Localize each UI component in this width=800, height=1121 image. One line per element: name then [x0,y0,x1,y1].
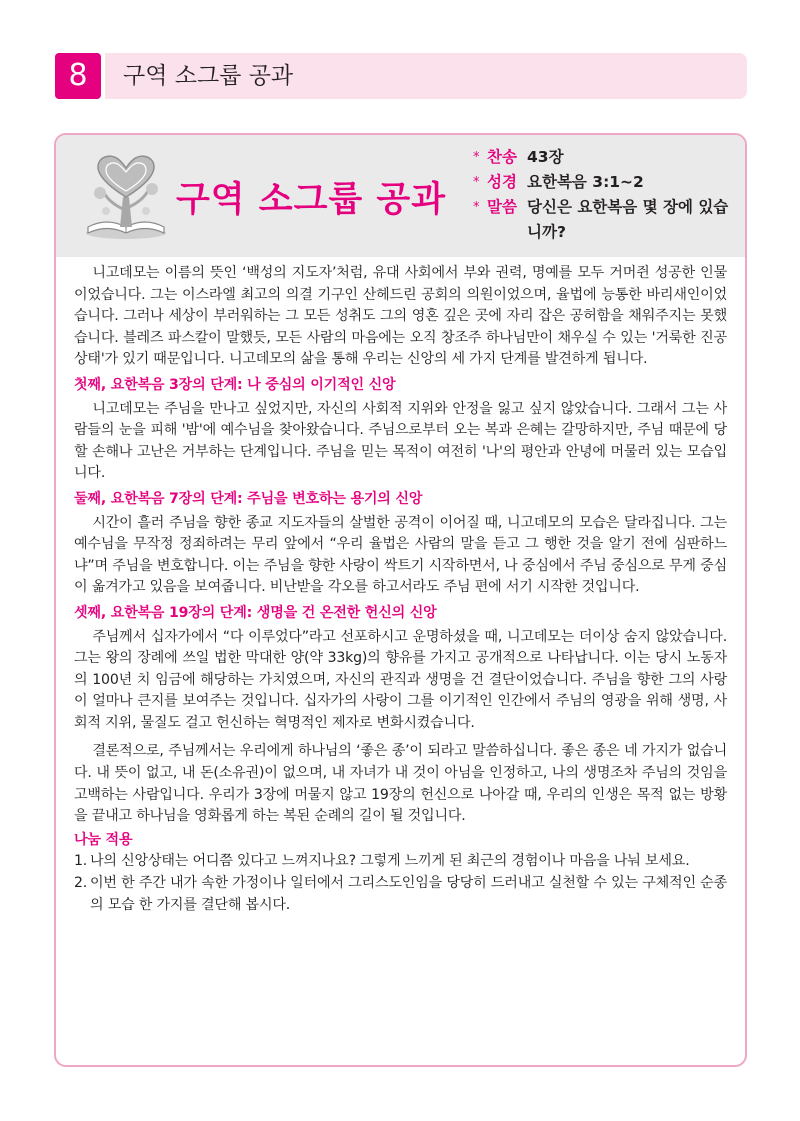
lesson-number-badge: 8 [55,53,101,99]
apply-heading: 나눔 적용 [74,831,133,848]
card-title: 구역 소그룹 공과 [176,180,447,220]
meta-label: 성경 [487,173,517,191]
apply-item-text: 이번 한 주간 내가 속한 가정이나 일터에서 그리스도인임을 당당히 드러내고 실천할 수 있는 구체적인 순종의 모습 한 가지를 결단해 봅시다. [90,875,727,913]
lesson-card [54,133,747,1067]
section-heading-3: 셋째, 요한복음 19장의 단계: 생명을 건 온전한 헌신의 신앙 [74,604,437,621]
section-paragraph-2: 시간이 흘러 주님을 향한 종교 지도자들의 살벌한 공격이 이어질 때, 니고데모의 모습은 달라집니다. 그는 예수님을 무작정 정죄하려는 무리 앞에서 “우리 율법은 사람의 말을 듣고 그 행한 것을 알기 전에 심판하느냐”며 주님을 변호합니다. 이는 주님을 향한 사랑이 싹트기 시작하면서, 나 중심에서 주님 중심으로 무게 중심이 옮겨가고 있음을 보여줍니다. 비난받을 각오를 하고서라도 주님 편에 서기 시작한 것입니다. [74,514,727,596]
heart-tree-book-icon [80,153,172,241]
sharing-application [74,830,727,916]
page-header [55,53,747,99]
card-header [56,135,745,257]
meta-label: 말씀 [487,198,517,216]
apply-list [74,851,727,916]
apply-item [74,851,727,873]
section-paragraph-3: 주님께서 십자가에서 “다 이루었다”라고 선포하시고 운명하셨을 때, 니고데모는 더이상 숨지 않았습니다. 그는 왕의 장례에 쓰일 법한 막대한 양(약 33kg)의 향유를 가지고 공개적으로 나타납니다. 이는 당시 노동자의 100년 치 임금에 해당하는 가치였으며, 자신의 관직과 생명을 건 결단이었습니다. 주님을 향한 그의 사랑이 얼마나 큰지를 보여주는 것입니다. 십자가의 사랑이 그를 이기적인 인간에서 주님의 영광을 위해 생명, 사회적 지위, 물질도 걸고 헌신하는 혁명적인 제자로 변화시켰습니다. [74,628,727,731]
apply-item-number: 2. [74,875,88,892]
asterisk-icon: * [473,200,480,215]
asterisk-icon: * [473,150,480,165]
apply-item-text: 나의 신앙상태는 어디쯤 있다고 느껴지나요? 그렇게 느끼게 된 최근의 경험이나 마음을 나눠 보세요. [90,853,690,870]
meta-value: 요한복음 3:1~2 [527,173,644,191]
section-heading-1: 첫째, 요한복음 3장의 단계: 나 중심의 이기적인 신앙 [74,376,396,393]
meta-value: 당신은 요한복음 몇 장에 있습니까? [527,198,729,241]
section-heading-2: 둘째, 요한복음 7장의 단계: 주님을 변호하는 용기의 신앙 [74,490,423,507]
intro-paragraph: 니고데모는 이름의 뜻인 ‘백성의 지도자’처럼, 유대 사회에서 부와 권력, 명예를 모두 거머쥔 성공한 인물이었습니다. 그는 이스라엘 최고의 의결 기구인 산헤드린 공회의 의원이었으며, 율법에 능통한 바리새인이었습니다. 그러나 세상이 부러워하는 그 모든 성취도 그의 영혼 깊은 곳에 자리 잡은 공허함을 채워주지는 못했습니다. 블레즈 파스칼이 말했듯, 모든 사람의 마음에는 오직 창조주 하나님만이 채우실 수 있는 '거룩한 진공 상태'가 있기 때문입니다. 니고데모의 삶을 통해 우리는 신앙의 세 가지 단계를 발견하게 됩니다. [74,265,727,368]
apply-item [74,873,727,916]
meta-label: 찬송 [487,148,517,166]
conclusion-paragraph: 결론적으로, 주님께서는 우리에게 하나님의 ‘좋은 종’이 되라고 말씀하십니다. 좋은 종은 네 가지가 없습니다. 내 뜻이 없고, 내 돈(소유권)이 없으며, 내 자녀가 내 것이 아님을 인정하고, 나의 생명조차 주님의 것임을 고백하는 사람입니다. 우리가 3장에 머물지 않고 19장의 헌신으로 나아갈 때, 우리의 인생은 목적 없는 방황을 끝내고 하나님을 영화롭게 하는 복된 순례의 길이 될 것입니다. [74,743,727,825]
meta-sermon [473,195,741,245]
asterisk-icon: * [473,175,480,190]
lesson-body [74,263,727,916]
lesson-meta [473,145,741,245]
meta-scripture [473,170,741,195]
section-paragraph-1: 니고데모는 주님을 만나고 싶었지만, 자신의 사회적 지위와 안정을 잃고 싶지 않았습니다. 그래서 그는 사람들의 눈을 피해 '밤'에 예수님을 찾아왔습니다. 주님으로부터 오는 복과 은혜는 갈망하지만, 주님 때문에 당할 손해나 고난은 거부하는 단계입니다. 주님을 믿는 목적이 여전히 '나'의 평안과 안녕에 머물러 있는 모습입니다. [74,400,727,482]
meta-hymn [473,145,741,170]
apply-item-number: 1. [74,853,88,870]
header-title: 구역 소그룹 공과 [123,63,294,89]
meta-value: 43장 [527,148,564,166]
